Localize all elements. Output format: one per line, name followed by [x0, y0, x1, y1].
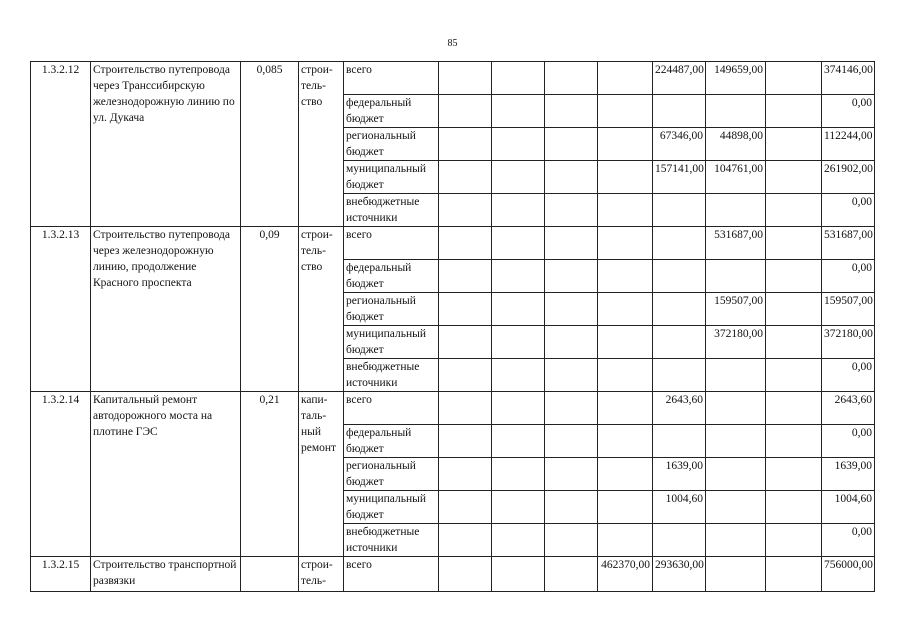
- amount-cell: [706, 392, 766, 425]
- amount-cell: [706, 491, 766, 524]
- total-amount-cell: 2643,60: [822, 392, 875, 425]
- total-amount-cell: 531687,00: [822, 227, 875, 260]
- amount-cell: [598, 227, 653, 260]
- amount-cell: [766, 227, 822, 260]
- funding-source-cell: региональный бюджет: [344, 293, 439, 326]
- amount-cell: [766, 359, 822, 392]
- amount-cell: 104761,00: [706, 161, 766, 194]
- amount-cell: [598, 95, 653, 128]
- amount-cell: [545, 95, 598, 128]
- total-amount-cell: 0,00: [822, 425, 875, 458]
- amount-cell: [766, 458, 822, 491]
- amount-cell: [545, 392, 598, 425]
- project-code-cell: 1.3.2.13: [31, 227, 91, 392]
- amount-cell: [492, 293, 545, 326]
- amount-cell: [439, 557, 492, 592]
- amount-cell: 159507,00: [706, 293, 766, 326]
- amount-cell: [653, 359, 706, 392]
- funding-source-cell: федеральный бюджет: [344, 260, 439, 293]
- amount-cell: [545, 359, 598, 392]
- amount-cell: [766, 194, 822, 227]
- amount-cell: [492, 491, 545, 524]
- amount-cell: [439, 425, 492, 458]
- amount-cell: [706, 359, 766, 392]
- amount-cell: [492, 227, 545, 260]
- project-code-cell: 1.3.2.12: [31, 62, 91, 227]
- amount-cell: [706, 260, 766, 293]
- amount-cell: 67346,00: [653, 128, 706, 161]
- project-length-cell: 0,09: [241, 227, 299, 392]
- total-amount-cell: 112244,00: [822, 128, 875, 161]
- funding-source-cell: региональный бюджет: [344, 458, 439, 491]
- amount-cell: [598, 293, 653, 326]
- amount-cell: [598, 458, 653, 491]
- amount-cell: [439, 95, 492, 128]
- amount-cell: [492, 260, 545, 293]
- funding-source-cell: муниципальный бюджет: [344, 491, 439, 524]
- amount-cell: [439, 326, 492, 359]
- total-amount-cell: 1004,60: [822, 491, 875, 524]
- amount-cell: [439, 524, 492, 557]
- work-type-cell: строи-тель-ство: [299, 227, 344, 392]
- amount-cell: 149659,00: [706, 62, 766, 95]
- amount-cell: [766, 392, 822, 425]
- table-row: [31, 392, 875, 425]
- total-amount-cell: 0,00: [822, 260, 875, 293]
- table-row: [31, 227, 875, 260]
- amount-cell: [545, 491, 598, 524]
- amount-cell: [653, 425, 706, 458]
- amount-cell: 372180,00: [706, 326, 766, 359]
- amount-cell: [766, 260, 822, 293]
- amount-cell: [598, 425, 653, 458]
- amount-cell: [439, 161, 492, 194]
- amount-cell: [598, 359, 653, 392]
- amount-cell: [545, 293, 598, 326]
- amount-cell: [766, 128, 822, 161]
- amount-cell: 531687,00: [706, 227, 766, 260]
- amount-cell: [492, 62, 545, 95]
- total-amount-cell: 756000,00: [822, 557, 875, 592]
- project-name-cell: Строительство транспортной развязки: [91, 557, 241, 592]
- amount-cell: [545, 425, 598, 458]
- funding-source-cell: внебюджетные источники: [344, 194, 439, 227]
- work-type-cell: строи-тель-ство: [299, 62, 344, 227]
- amount-cell: [598, 161, 653, 194]
- funding-source-cell: внебюджетные источники: [344, 524, 439, 557]
- amount-cell: [492, 524, 545, 557]
- amount-cell: [766, 425, 822, 458]
- amount-cell: [439, 359, 492, 392]
- project-name-cell: Строительство путепровода через Транссибирскую железнодорожную линию по ул. Дукача: [91, 62, 241, 227]
- amount-cell: [766, 161, 822, 194]
- table-row: [31, 62, 875, 95]
- amount-cell: [653, 227, 706, 260]
- amount-cell: [439, 194, 492, 227]
- amount-cell: [439, 458, 492, 491]
- amount-cell: [439, 128, 492, 161]
- amount-cell: [439, 62, 492, 95]
- amount-cell: [653, 194, 706, 227]
- page-number: 85: [447, 38, 458, 49]
- amount-cell: [766, 557, 822, 592]
- amount-cell: [766, 62, 822, 95]
- budget-table: [30, 61, 875, 592]
- table-row: [31, 557, 875, 592]
- amount-cell: [598, 392, 653, 425]
- amount-cell: [706, 194, 766, 227]
- amount-cell: [653, 95, 706, 128]
- amount-cell: [766, 95, 822, 128]
- total-amount-cell: 261902,00: [822, 161, 875, 194]
- amount-cell: [545, 62, 598, 95]
- funding-source-cell: внебюджетные источники: [344, 359, 439, 392]
- work-type-cell: капи-таль-ный ремонт: [299, 392, 344, 557]
- amount-cell: [545, 326, 598, 359]
- amount-cell: [439, 227, 492, 260]
- amount-cell: [492, 161, 545, 194]
- amount-cell: [439, 491, 492, 524]
- amount-cell: [545, 557, 598, 592]
- amount-cell: 293630,00: [653, 557, 706, 592]
- total-amount-cell: 374146,00: [822, 62, 875, 95]
- amount-cell: [492, 458, 545, 491]
- total-amount-cell: 1639,00: [822, 458, 875, 491]
- amount-cell: [598, 524, 653, 557]
- amount-cell: [598, 491, 653, 524]
- amount-cell: [492, 95, 545, 128]
- amount-cell: [492, 359, 545, 392]
- amount-cell: [766, 293, 822, 326]
- project-code-cell: 1.3.2.14: [31, 392, 91, 557]
- amount-cell: [766, 524, 822, 557]
- amount-cell: [545, 194, 598, 227]
- project-name-cell: Капитальный ремонт автодорожного моста на плотине ГЭС: [91, 392, 241, 557]
- amount-cell: [706, 95, 766, 128]
- amount-cell: [598, 128, 653, 161]
- amount-cell: [545, 161, 598, 194]
- total-amount-cell: 159507,00: [822, 293, 875, 326]
- funding-source-cell: региональный бюджет: [344, 128, 439, 161]
- amount-cell: [598, 326, 653, 359]
- amount-cell: [545, 227, 598, 260]
- funding-source-cell: всего: [344, 392, 439, 425]
- amount-cell: [598, 194, 653, 227]
- total-amount-cell: 0,00: [822, 359, 875, 392]
- total-amount-cell: 0,00: [822, 95, 875, 128]
- funding-source-cell: всего: [344, 557, 439, 592]
- amount-cell: [706, 524, 766, 557]
- amount-cell: [492, 326, 545, 359]
- amount-cell: 224487,00: [653, 62, 706, 95]
- funding-source-cell: всего: [344, 227, 439, 260]
- amount-cell: [706, 425, 766, 458]
- amount-cell: [766, 491, 822, 524]
- amount-cell: [545, 260, 598, 293]
- total-amount-cell: 372180,00: [822, 326, 875, 359]
- amount-cell: [598, 260, 653, 293]
- amount-cell: 44898,00: [706, 128, 766, 161]
- project-length-cell: 0,085: [241, 62, 299, 227]
- amount-cell: [439, 260, 492, 293]
- project-code-cell: 1.3.2.15: [31, 557, 91, 592]
- amount-cell: [653, 260, 706, 293]
- amount-cell: [653, 293, 706, 326]
- funding-source-cell: федеральный бюджет: [344, 95, 439, 128]
- amount-cell: [492, 128, 545, 161]
- funding-source-cell: всего: [344, 62, 439, 95]
- amount-cell: [439, 293, 492, 326]
- total-amount-cell: 0,00: [822, 524, 875, 557]
- project-name-cell: Строительство путепровода через железнодорожную линию, продолжение Красного проспекта: [91, 227, 241, 392]
- work-type-cell: строи-тель-: [299, 557, 344, 592]
- amount-cell: [653, 326, 706, 359]
- funding-source-cell: федеральный бюджет: [344, 425, 439, 458]
- amount-cell: [545, 128, 598, 161]
- amount-cell: 1004,60: [653, 491, 706, 524]
- amount-cell: [492, 194, 545, 227]
- amount-cell: [439, 392, 492, 425]
- amount-cell: [653, 524, 706, 557]
- amount-cell: [492, 392, 545, 425]
- amount-cell: 2643,60: [653, 392, 706, 425]
- amount-cell: [766, 326, 822, 359]
- total-amount-cell: 0,00: [822, 194, 875, 227]
- amount-cell: [706, 557, 766, 592]
- amount-cell: 462370,00: [598, 557, 653, 592]
- amount-cell: [545, 524, 598, 557]
- project-length-cell: [241, 557, 299, 592]
- amount-cell: [492, 425, 545, 458]
- amount-cell: [545, 458, 598, 491]
- amount-cell: 157141,00: [653, 161, 706, 194]
- amount-cell: [492, 557, 545, 592]
- funding-source-cell: муниципальный бюджет: [344, 161, 439, 194]
- project-length-cell: 0,21: [241, 392, 299, 557]
- amount-cell: [598, 62, 653, 95]
- amount-cell: [706, 458, 766, 491]
- amount-cell: 1639,00: [653, 458, 706, 491]
- funding-source-cell: муниципальный бюджет: [344, 326, 439, 359]
